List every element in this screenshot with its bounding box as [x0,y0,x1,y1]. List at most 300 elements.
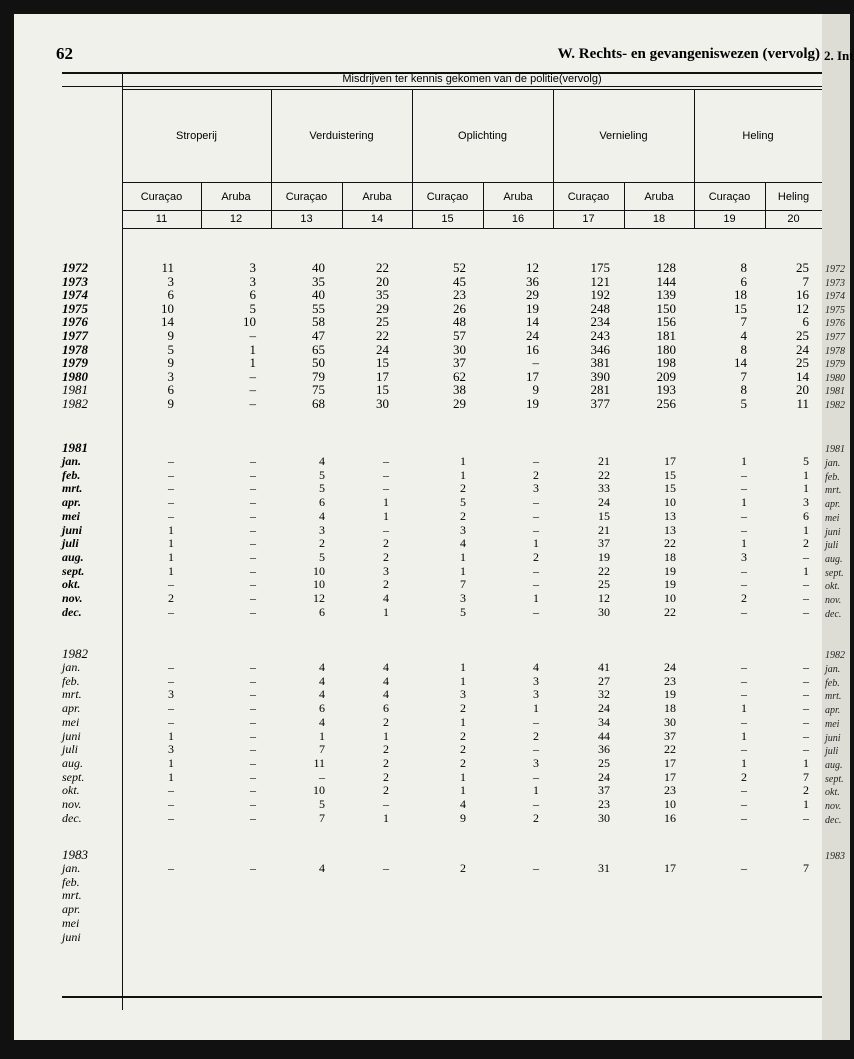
table-cell: 2 [383,549,389,564]
table-cell: 41 [598,660,610,674]
table-cell: 5 [249,300,256,316]
table-cell: 2 [460,742,466,757]
table-cell: – [533,604,539,619]
table-cell: 15 [598,508,610,523]
table-cell: – [741,861,747,875]
column-number: 11 [155,213,168,225]
table-cell: 15 [664,467,676,482]
table-cell: – [741,810,747,825]
table-cell: – [250,481,256,496]
table-cell: 1 [460,769,466,784]
table-cell: 44 [598,728,610,743]
table-cell: 3 [741,549,747,564]
table-cell: – [168,701,174,716]
table-cell: 35 [376,287,389,303]
table-cell: 25 [598,755,610,770]
table-cell: 1 [803,755,809,770]
table-cell: 31 [598,861,610,875]
table-cell: 35 [312,273,325,289]
table-cell: – [533,454,539,468]
table-cell: 9 [167,328,174,343]
table-cell: 9 [167,396,174,411]
table-cell: 390 [590,368,610,384]
table-cell: – [168,673,174,688]
table-cell: 192 [590,287,610,303]
island-header: Aruba [362,191,392,203]
adjacent-page-label: feb. [825,471,840,483]
table-cell: 37 [453,355,466,371]
table-cell: 7 [803,769,809,784]
table-cell: 21 [598,522,610,537]
table-cell: – [803,701,809,716]
table-cell: – [803,810,809,825]
row-label-year: 1983 [62,847,88,862]
table-cell: 50 [312,355,325,371]
adjacent-page-label: 1973 [825,277,845,289]
adjacent-page-label: apr. [825,705,841,717]
table-cell: 2 [741,591,747,605]
table-cell: – [168,797,174,811]
table-cell: – [250,660,256,674]
table-cell: 1 [533,701,539,716]
column-number: 14 [370,213,384,225]
table-cell: – [803,728,809,743]
table-cell: 10 [313,563,325,578]
row-label-year: 1974 [62,287,88,303]
table-cell: 23 [453,287,466,303]
row-label-month: juli [62,536,79,551]
table-cell: – [168,454,174,468]
table-cell: – [249,382,256,398]
table-cell: 3 [249,260,256,275]
table-cell: – [741,508,747,523]
table-cell: 3 [167,368,174,384]
table-cell: 57 [453,328,466,343]
adjacent-page-label: 1983 [825,851,845,862]
table-cell: – [250,769,256,784]
table-cell: 22 [376,260,389,275]
table-cell: 10 [243,314,256,330]
table-cell: – [741,481,747,496]
table-cell: 29 [376,300,389,316]
table-cell: 2 [383,742,389,757]
table-cell: 16 [796,287,809,303]
adjacent-page-label: 1974 [825,291,845,303]
table-cell: 2 [383,755,389,770]
table-cell: 32 [598,687,610,702]
table-cell: – [803,604,809,619]
table-cell: 144 [656,273,676,289]
table-cell: 7 [319,810,325,825]
table-cell: 4 [319,861,325,875]
row-label-month: apr. [62,701,81,716]
table-cell: 19 [526,396,539,411]
table-cell: 5 [319,549,325,564]
table-cell: 13 [664,522,676,537]
vrule-group [694,89,695,228]
row-label-month: mrt. [62,481,83,496]
table-cell: 3 [533,481,539,496]
table-cell: 17 [526,368,539,384]
table-cell: – [383,467,389,482]
table-cell: 121 [590,273,610,289]
table-cell: 6 [167,287,174,303]
table-cell: – [383,861,389,875]
column-number: 19 [723,213,736,225]
table-cell: 1 [460,714,466,729]
island-header-rule [122,210,822,211]
table-cell: 34 [598,714,610,729]
table-cell: 19 [664,563,676,578]
table-cell: 243 [590,328,610,343]
table-cell: 1 [741,755,747,770]
table-cell: – [168,810,174,825]
table-cell: 20 [796,382,809,398]
table-cell: 1 [460,563,466,578]
table-cell: 3 [460,687,466,702]
adjacent-page-label: aug. [825,759,843,771]
table-cell: 2 [460,728,466,743]
table-cell: 6 [802,314,809,330]
table-cell: 23 [598,797,610,811]
table-cell: 7 [802,273,809,289]
table-cell: 1 [803,563,809,578]
adjacent-page-label: mei [825,512,840,524]
table-cell: 150 [656,300,676,316]
table-cell: 11 [161,260,174,275]
row-label-month: apr. [62,902,81,917]
table-cell: 2 [533,467,539,482]
table-cell: – [250,467,256,482]
row-label-month: mei [62,714,80,729]
table-cell: 3 [460,591,466,605]
table-cell: – [168,495,174,510]
row-label-month: sept. [62,563,85,578]
table-cell: 3 [533,755,539,770]
row-label-month: apr. [62,495,82,510]
row-label-month: dec. [62,604,82,619]
table-cell: – [250,797,256,811]
table-cell: 5 [803,454,809,468]
row-label-month: jan. [62,660,81,674]
table-cell: – [383,454,389,468]
row-label-year: 1976 [62,314,88,330]
table-cell: 2 [460,508,466,523]
table-cell: 3 [803,495,809,510]
table-cell: – [741,604,747,619]
table-cell: 1 [460,673,466,688]
column-number: 16 [511,213,525,225]
table-cell: 79 [312,368,325,384]
table-cell: – [741,797,747,811]
table-cell: – [383,481,389,496]
page-number: 62 [56,44,73,63]
table-cell: 11 [796,396,809,411]
adjacent-page-label: sept. [825,773,844,785]
table-cell: 30 [598,810,610,825]
table-cell: 10 [313,783,325,798]
table-cell: 27 [598,673,610,688]
table-cell: 20 [376,273,389,289]
row-label-year: 1972 [62,260,88,275]
row-label-year: 1977 [62,328,88,343]
table-cell: 19 [664,687,676,702]
table-cell: – [741,522,747,537]
table-cell: 10 [664,591,676,605]
adjacent-page-label: 1976 [825,318,845,330]
table-cell: 68 [312,396,325,411]
table-cell: 15 [376,382,389,398]
table-cell: 1 [168,549,174,564]
table-cell: – [250,714,256,729]
row-label-month: feb. [62,467,81,482]
table-cell: – [803,591,809,605]
table-cell: 1 [168,536,174,551]
table-cell: – [803,742,809,757]
column-number: 12 [229,213,243,225]
table-cell: 40 [312,287,325,303]
table-cell: 1 [319,728,325,743]
table-cell: 22 [376,328,389,343]
adjacent-page-label: 1978 [825,345,845,357]
table-cell: 13 [664,508,676,523]
table-cell: 45 [453,273,466,289]
table-cell: 22 [664,742,676,757]
vrule-group [412,89,413,228]
table-cell: – [533,742,539,757]
table-cell: 181 [656,328,676,343]
table-cell: 128 [656,260,676,275]
table-cell: – [250,604,256,619]
table-cell: 15 [734,300,747,316]
table-cell: 3 [319,522,325,537]
table-cell: 2 [533,549,539,564]
table-cell: 40 [312,260,325,275]
table-cell: 5 [740,396,747,411]
table-cell: 25 [796,355,809,371]
table-cell: 10 [664,495,676,510]
table-cell: 2 [460,861,466,875]
island-header: Curaçao [285,191,328,203]
table-cell: 4 [383,673,389,688]
row-label-month: okt. [62,783,80,798]
table-cell: 5 [460,604,466,619]
table-cell: – [168,660,174,674]
table-cell: 5 [167,341,174,357]
adjacent-page-label: okt. [825,581,840,593]
table-cell: 22 [664,604,676,619]
table-cell: 48 [453,314,466,330]
group-header: Vernieling [599,130,648,142]
table-cell: 4 [533,660,539,674]
table-cell: 1 [383,728,389,743]
row-label-month: juli [62,742,79,757]
table-cell: – [533,714,539,729]
table-cell: 1 [249,341,256,357]
table-cell: 12 [796,300,809,316]
table-cell: – [250,861,256,875]
row-label-year: 1979 [62,355,88,371]
adjacent-page-label: 1979 [825,359,845,371]
table-cell: – [250,577,256,592]
table-cell: – [803,549,809,564]
table-cell: – [383,522,389,537]
table-cell: 2 [383,536,389,551]
table-cell: 36 [526,273,539,289]
table-cell: 6 [803,508,809,523]
table-cell: 1 [741,495,747,510]
table-cell: – [168,783,174,798]
table-cell: 22 [664,536,676,551]
table-cell: 7 [740,314,747,330]
table-cell: 62 [453,368,466,384]
table-cell: 9 [532,382,539,398]
table-cell: 1 [168,755,174,770]
table-cell: 1 [741,454,747,468]
table-cell: – [250,728,256,743]
row-label-month: nov. [62,797,82,811]
table-cell: 6 [383,701,389,716]
table-cell: 38 [453,382,466,398]
super-header-rule [122,89,822,90]
table-cell: 6 [319,604,325,619]
row-label-month: mei [62,915,80,930]
table-cell: – [250,810,256,825]
table-cell: 4 [319,454,325,468]
table-cell: 5 [460,495,466,510]
table-cell: 36 [598,742,610,757]
table-cell: – [533,563,539,578]
table-cell: – [803,687,809,702]
table-cell: – [168,508,174,523]
adjacent-page-label: dec. [825,608,842,620]
row-label-month: feb. [62,673,80,688]
table-cell: 2 [533,728,539,743]
table-cell: 1 [741,701,747,716]
table-cell: 6 [249,287,256,303]
row-label-month: aug. [62,755,83,770]
table-cell: 11 [313,755,325,770]
table-cell: – [319,769,325,784]
table-cell: – [803,714,809,729]
table-cell: 2 [383,714,389,729]
bottom-rule [62,996,822,998]
group-header: Oplichting [458,130,507,142]
island-header: Aruba [221,191,251,203]
table-cell: 6 [740,273,747,289]
table-cell: 175 [590,260,610,275]
table-cell: 346 [590,341,610,357]
column-number: 15 [441,213,454,225]
table-cell: – [249,328,256,343]
table-cell: – [250,742,256,757]
table-cell: 37 [598,536,610,551]
table-cell: 14 [734,355,747,371]
table-cell: 24 [664,660,676,674]
row-label-year: 1981 [62,382,88,398]
table-cell: 26 [453,300,466,316]
table-cell: 2 [460,701,466,716]
table-cell: 1 [460,454,466,468]
table-cell: 2 [803,536,809,551]
table-cell: – [741,467,747,482]
table-cell: 30 [376,396,389,411]
column-number: 13 [300,213,313,225]
table-cell: 7 [460,577,466,592]
table-cell: 1 [533,536,539,551]
table-cell: – [250,563,256,578]
adjacent-page-label: mrt. [825,485,842,497]
page-sheet [14,14,822,1040]
table-cell: – [741,783,747,798]
table-cell: 17 [376,368,389,384]
table-cell: 30 [664,714,676,729]
table-cell: 10 [313,577,325,592]
adjacent-page-label: feb. [825,677,840,689]
table-cell: 65 [312,341,325,357]
table-cell: 7 [803,861,809,875]
adjacent-page-label: juli [825,540,839,552]
table-cell: – [168,577,174,592]
column-number: 18 [652,213,666,225]
table-cell: 1 [383,810,389,825]
island-header: Heling [777,191,810,203]
table-cell: – [741,673,747,688]
table-cell: 281 [590,382,610,398]
table-cell: – [741,563,747,578]
table-cell: 37 [664,728,676,743]
table-cell: 2 [460,481,466,496]
table-cell: 1 [533,591,539,605]
group-header: Heling [742,130,774,142]
row-label-month: jan. [62,861,81,875]
table-cell: 4 [383,591,389,605]
table-cell: 75 [312,382,325,398]
table-cell: 16 [664,810,676,825]
page-title: W. Rechts- en gevangeniswezen (vervolg) [557,46,820,62]
row-label-year: 1978 [62,341,88,357]
row-label-month: juni [62,522,83,537]
adjacent-page-label: 1972 [825,264,845,275]
table-cell: 2 [383,577,389,592]
row-label-month: aug. [62,549,84,564]
table-cell: 1 [460,549,466,564]
table-cell: 4 [319,660,325,674]
table-cell: 24 [376,341,389,357]
row-label-month: mrt. [62,888,82,903]
table-cell: 19 [526,300,539,316]
table-cell: 18 [664,549,676,564]
adjacent-page-title: 2. Int [824,48,854,63]
row-label-month: mrt. [62,687,82,702]
table-cell: – [250,755,256,770]
table-cell: 1 [460,467,466,482]
table-cell: 9 [460,810,466,825]
adjacent-page-label: juni [825,732,841,744]
table-cell: 180 [656,341,676,357]
table-cell: 12 [313,591,325,605]
row-label-month: juni [62,728,81,743]
table-cell: – [803,673,809,688]
table-cell: 10 [161,300,174,316]
table-cell: – [383,797,389,811]
adjacent-page-label: aug. [825,553,843,565]
table-cell: 8 [740,341,747,357]
table-cell: – [250,522,256,537]
group-header: Verduistering [309,130,374,142]
table-cell: 234 [590,314,610,330]
table-cell: 10 [664,797,676,811]
